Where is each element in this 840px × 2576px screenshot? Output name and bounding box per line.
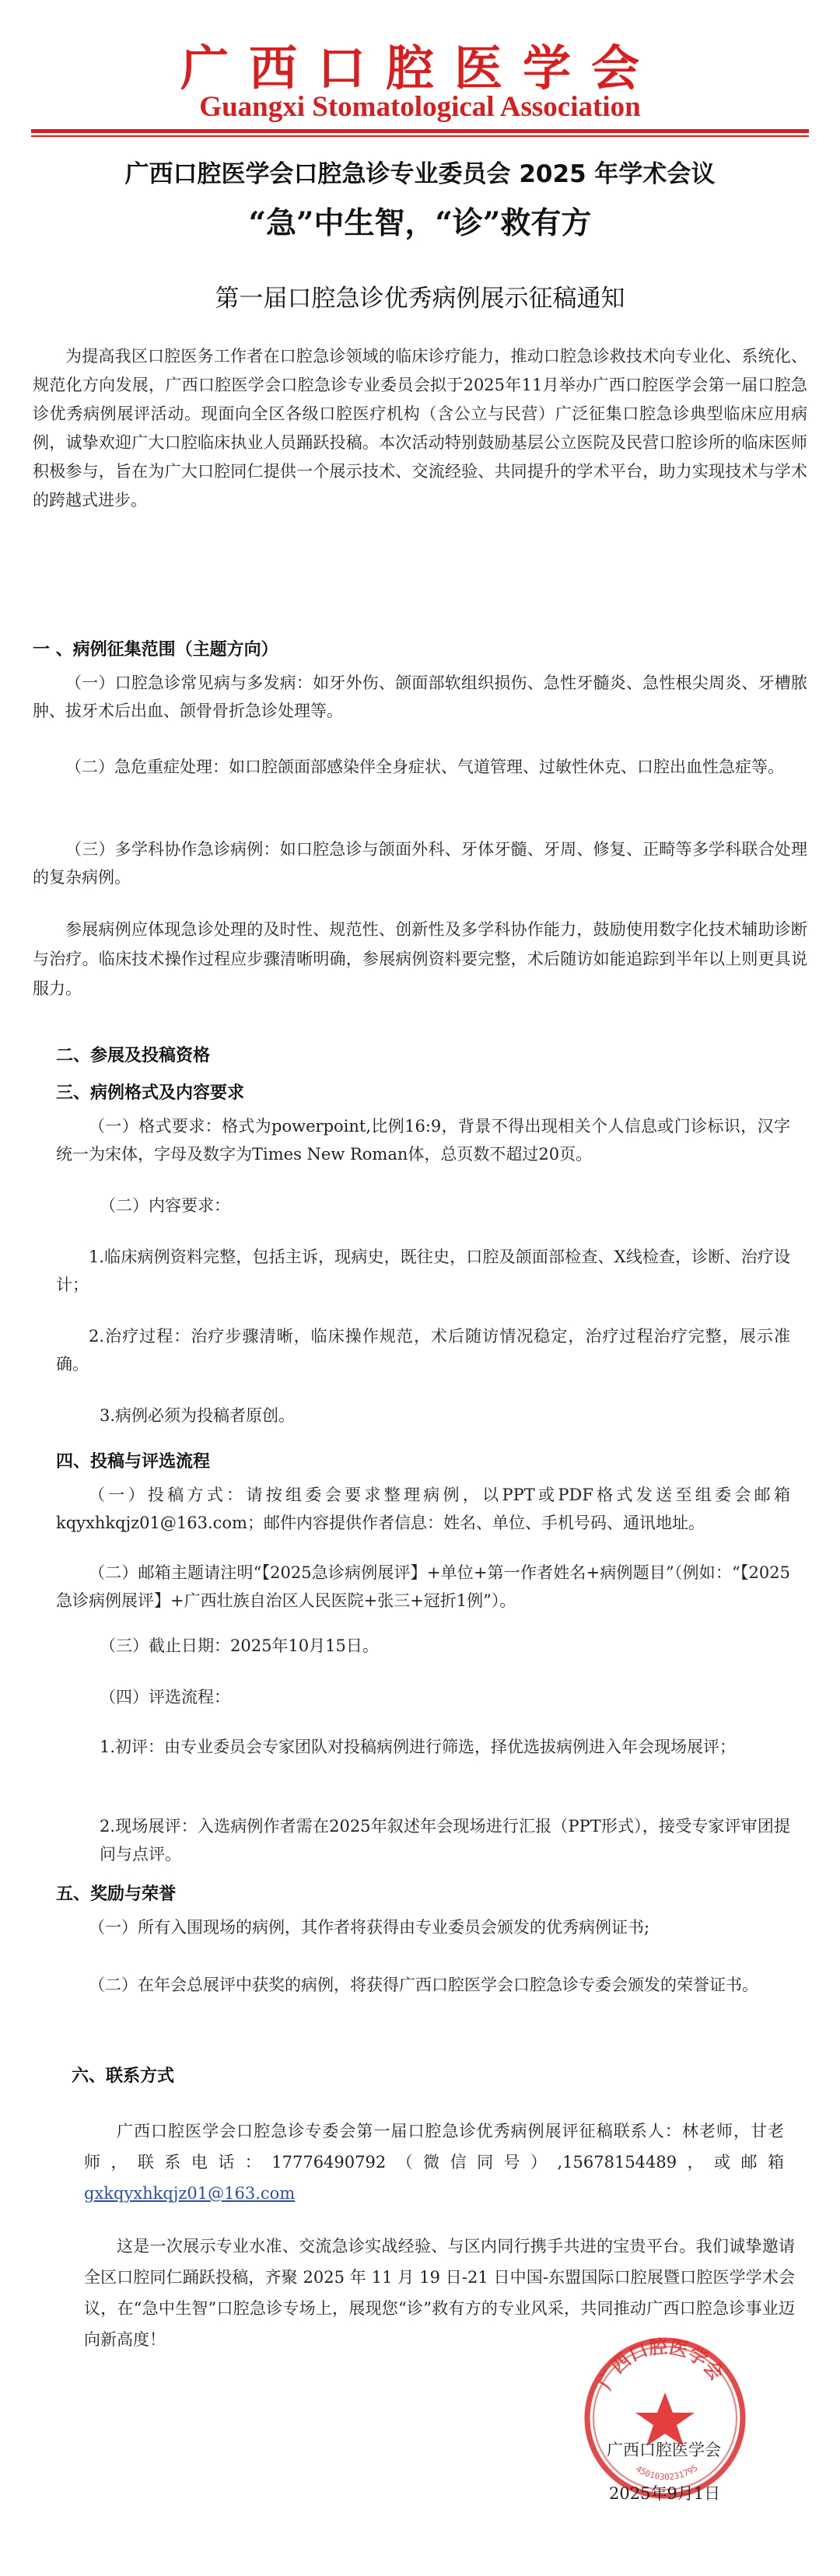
content-item-1: 1.临床病例资料完整，包括主诉，现病史，既往史，口腔及颌面部检查、X线检查，诊断、治疗设计； [56,1248,790,1294]
seal-ring-text: 广西口腔医学会 [593,2335,728,2393]
closing-paragraph: 这是一次展示专业水准、交流急诊实战经验、与区内同行携手共进的宝贵平台。我们诚挚邀请全区口腔同仁踊跃投稿，齐聚 2025 年 11 月 19 日-21 日中国-东盟国际口腔展暨口腔医学学术会议，在“急中生智”口腔急诊专场上，展现您“诊”救有方的专业风采，共同推动广西口腔急诊事业迈向新高度！ [84,2237,795,2349]
signature-date: 2025年9月1日 [609,2484,721,2503]
award-item-1: （一）所有入围现场的病例，其作者将获得由专业委员会颁发的优秀病例证书; [89,1918,650,1937]
award-item-2: （二）在年会总展评中获奖的病例，将获得广西口腔医学会口腔急诊专委会颁发的荣誉证书。 [89,1976,758,1994]
svg-text:广西口腔医学会 [594,2336,728,2393]
submission-method: （一）投稿方式：请按组委会要求整理病例，以PPT或PDF格式发送至组委会邮箱kqyxhkqjz01@163.com；邮件内容提供作者信息：姓名、单位、手机号码、通讯地址。 [56,1486,790,1532]
deadline: （三）截止日期：2025年10月15日。 [100,1636,379,1655]
section3-heading: 三、病例格式及内容要求 [56,1083,245,1103]
review-item-2: 2.现场展评：入选病例作者需在2025年叙述年会现场进行汇报（PPT形式），接受专家评审团提问与点评。 [100,1817,790,1864]
official-seal-icon [582,2335,748,2501]
section2-heading: 二、参展及投稿资格 [56,1046,211,1066]
conference-title: 广西口腔医学会口腔急诊专业委员会 2025 年学术会议 [124,160,716,188]
format-requirement: （一）格式要求：格式为powerpoint,比例16:9，背景不得出现相关个人信息或门诊标识，汉字统一为宋体，字母及数字为Times New Roman体，总页数不超过20页。 [56,1117,790,1164]
intro-paragraph: 为提高我区口腔医务工作者在口腔急诊领域的临床诊疗能力，推动口腔急诊救技术向专业化、系统化、规范化方向发展，广西口腔医学会口腔急诊专业委员会拟于2025年11月举办广西口腔医学会第一届口腔急诊优秀病例展评活动。现面向全区各级口腔医疗机构（含公立与民营）广泛征集口腔急诊典型临床应用病例，诚挚欢迎广大口腔临床执业人员踊跃投稿。本次活动特别鼓励基层公立医院及民营口腔诊所的临床医师积极参与，旨在为广大口腔同仁提供一个展示技术、交流经验、共同提升的学术平台，助力实现技术与学术的跨越式进步。 [33,347,807,509]
org-name-en: Guangxi Stomatological Association [199,91,641,123]
contact-text: 广西口腔医学会口腔急诊专委会第一届口腔急诊优秀病例展评征稿联系人：林老师，甘老师，联系电话：17776490792（微信同号）,15678154489，或邮箱 [84,2122,784,2172]
signature-org: 广西口腔医学会 [607,2441,721,2459]
header-divider-thin [31,135,809,137]
content-item-3: 3.病例必须为投稿者原创。 [100,1406,296,1425]
org-name-cn: 广西口腔医学会 [180,40,660,96]
content-item-2: 2.治疗过程：治疗步骤清晰，临床操作规范，术后随访情况稳定，治疗过程治疗完整，展示准确。 [56,1327,790,1374]
email-subject-rule: （二）邮箱主题请注明“【2025急诊病例展评】+单位+第一作者姓名+病例题目”（例如：“【2025急诊病例展评】+广西壮族自治区人民医院+张三+冠折1例”）。 [56,1563,790,1610]
review-process-label: （四）评选流程： [100,1688,230,1706]
section1-heading: 一 、病例征集范围（主题方向） [33,640,278,660]
section5-heading: 五、奖励与荣誉 [56,1885,177,1904]
section6-heading: 六、联系方式 [72,2067,175,2086]
content-requirement-label: （二）内容要求： [100,1196,230,1215]
section4-heading: 四、投稿与评选流程 [56,1452,211,1472]
svg-text:4501030231795 [634,2462,699,2482]
header-divider-thick [31,129,809,133]
conference-slogan: “急”中生智，“诊”救有方 [248,205,592,241]
seal-number: 4501030231795 [634,2462,700,2483]
notice-title: 第一届口腔急诊优秀病例展示征稿通知 [215,285,625,313]
review-item-1: 1.初评：由专业委员会专家团队对投稿病例进行筛选，择优选拔病例进入年会现场展评； [100,1738,737,1756]
section1-item-1: （一）口腔急诊常见病与多发病：如牙外伤、颌面部软组织损伤、急性牙髓炎、急性根尖周炎、牙槽脓肿、拔牙术后出血、颌骨骨折急诊处理等。 [33,674,807,720]
contact-email-link[interactable]: gxkqyxhkqjz01@163.com [84,2184,296,2203]
section1-item-2: （二）急危重症处理：如口腔颌面部感染伴全身症状、气道管理、过敏性休克、口腔出血性急症等。 [65,758,784,776]
contact-info [84,2116,784,2209]
section1-note: 参展病例应体现急诊处理的及时性、规范性、创新性及多学科协作能力，鼓励使用数字化技术辅助诊断与治疗。临床技术操作过程应步骤清晰明确，参展病例资料要完整，术后随访如能追踪到半年以上则更具说服力。 [33,920,807,998]
section1-item-3: （三）多学科协作急诊病例：如口腔急诊与颌面外科、牙体牙髓、牙周、修复、正畸等多学科联合处理的复杂病例。 [33,840,807,887]
